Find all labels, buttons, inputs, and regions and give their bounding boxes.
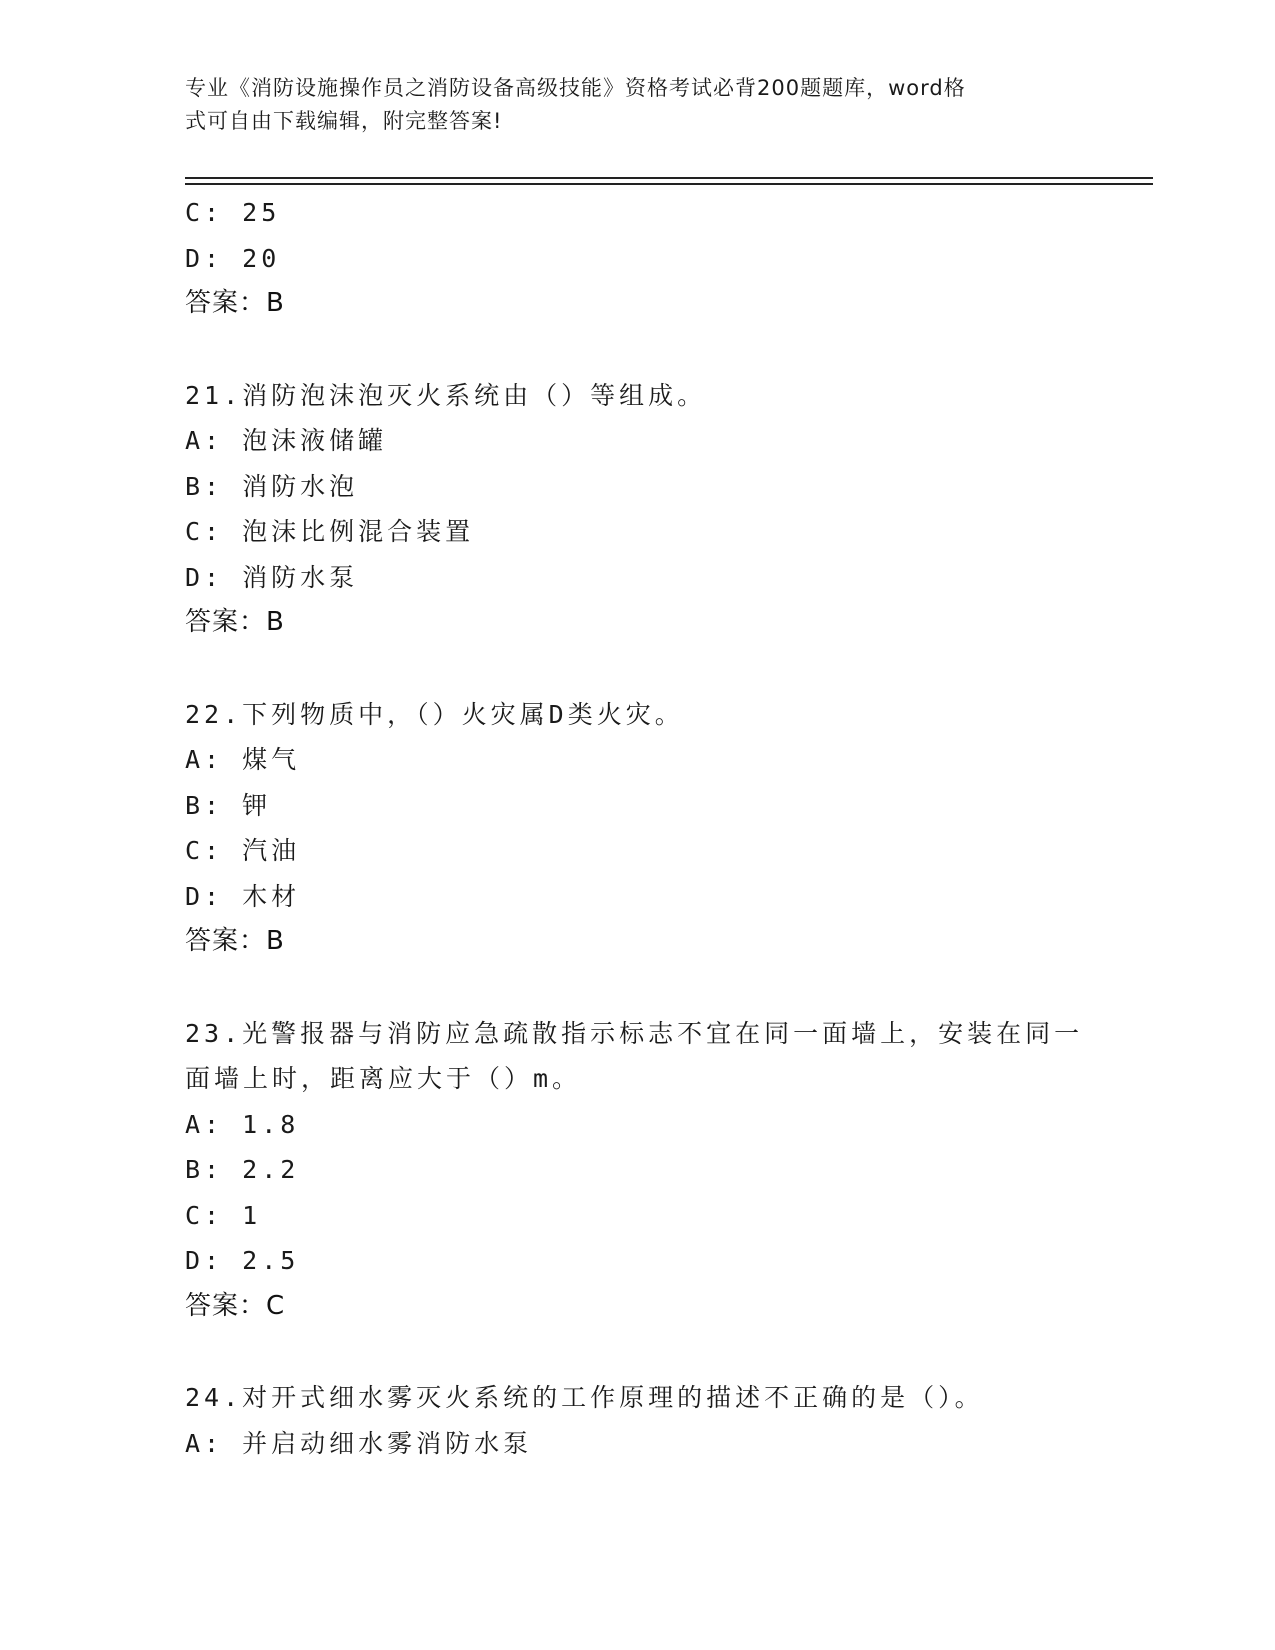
- question-21: [185, 373, 1085, 646]
- question-23: [185, 1011, 1085, 1330]
- option-b: B: 消防水泡: [185, 471, 359, 501]
- question-stem: 24.对开式细水雾灭火系统的工作原理的描述不正确的是（）。: [185, 1383, 984, 1412]
- document-header: [185, 72, 1065, 138]
- option-d: D: 消防水泵: [185, 562, 359, 592]
- spacer: [185, 1329, 1085, 1375]
- header-rule-bottom: [185, 183, 1153, 185]
- option-a: A: 泡沫液储罐: [185, 426, 388, 455]
- option-d: D: 木材: [185, 881, 301, 911]
- question-stem: 23.光警报器与消防应急疏散指示标志不宜在同一面墙上，安装在同一: [185, 1018, 1084, 1048]
- header-line-2: 式可自由下载编辑，附完整答案!: [185, 109, 503, 133]
- option-d: D: 2.5: [185, 1246, 300, 1275]
- answer-line: 答案：C: [185, 1290, 286, 1321]
- option-b: B: 2.2: [185, 1155, 300, 1184]
- option-c: C: 汽油: [185, 836, 301, 865]
- header-line-1: 专业《消防设施操作员之消防设备高级技能》资格考试必背200题题库，word格: [185, 76, 966, 100]
- option-c: C: 25: [185, 198, 281, 227]
- answer-line: 答案：B: [185, 288, 285, 318]
- option-c: C: 1: [185, 1200, 262, 1230]
- question-22: [185, 692, 1085, 965]
- spacer: [185, 327, 1085, 373]
- option-b: B: 钾: [185, 790, 272, 820]
- option-c: C: 泡沫比例混合装置: [185, 517, 475, 546]
- question-stem: 22.下列物质中，（）火灾属D类火灾。: [185, 699, 684, 729]
- answer-line: 答案：B: [185, 926, 285, 956]
- option-a: A: 1.8: [185, 1109, 300, 1139]
- question-stem: 21.消防泡沫泡灭火系统由（）等组成。: [185, 380, 707, 410]
- option-d: D: 20: [185, 243, 281, 273]
- carryover-question: [185, 190, 1085, 327]
- question-stem-continued: 面墙上时，距离应大于（）m。: [185, 1064, 582, 1093]
- question-list: [185, 190, 1085, 1466]
- header-rule-top: [185, 177, 1153, 179]
- spacer: [185, 965, 1085, 1011]
- answer-line: 答案：B: [185, 607, 285, 637]
- spacer: [185, 646, 1085, 692]
- option-a: A: 煤气: [185, 745, 301, 774]
- question-24: [185, 1375, 1085, 1466]
- option-a: A: 并启动细水雾消防水泵: [185, 1428, 533, 1458]
